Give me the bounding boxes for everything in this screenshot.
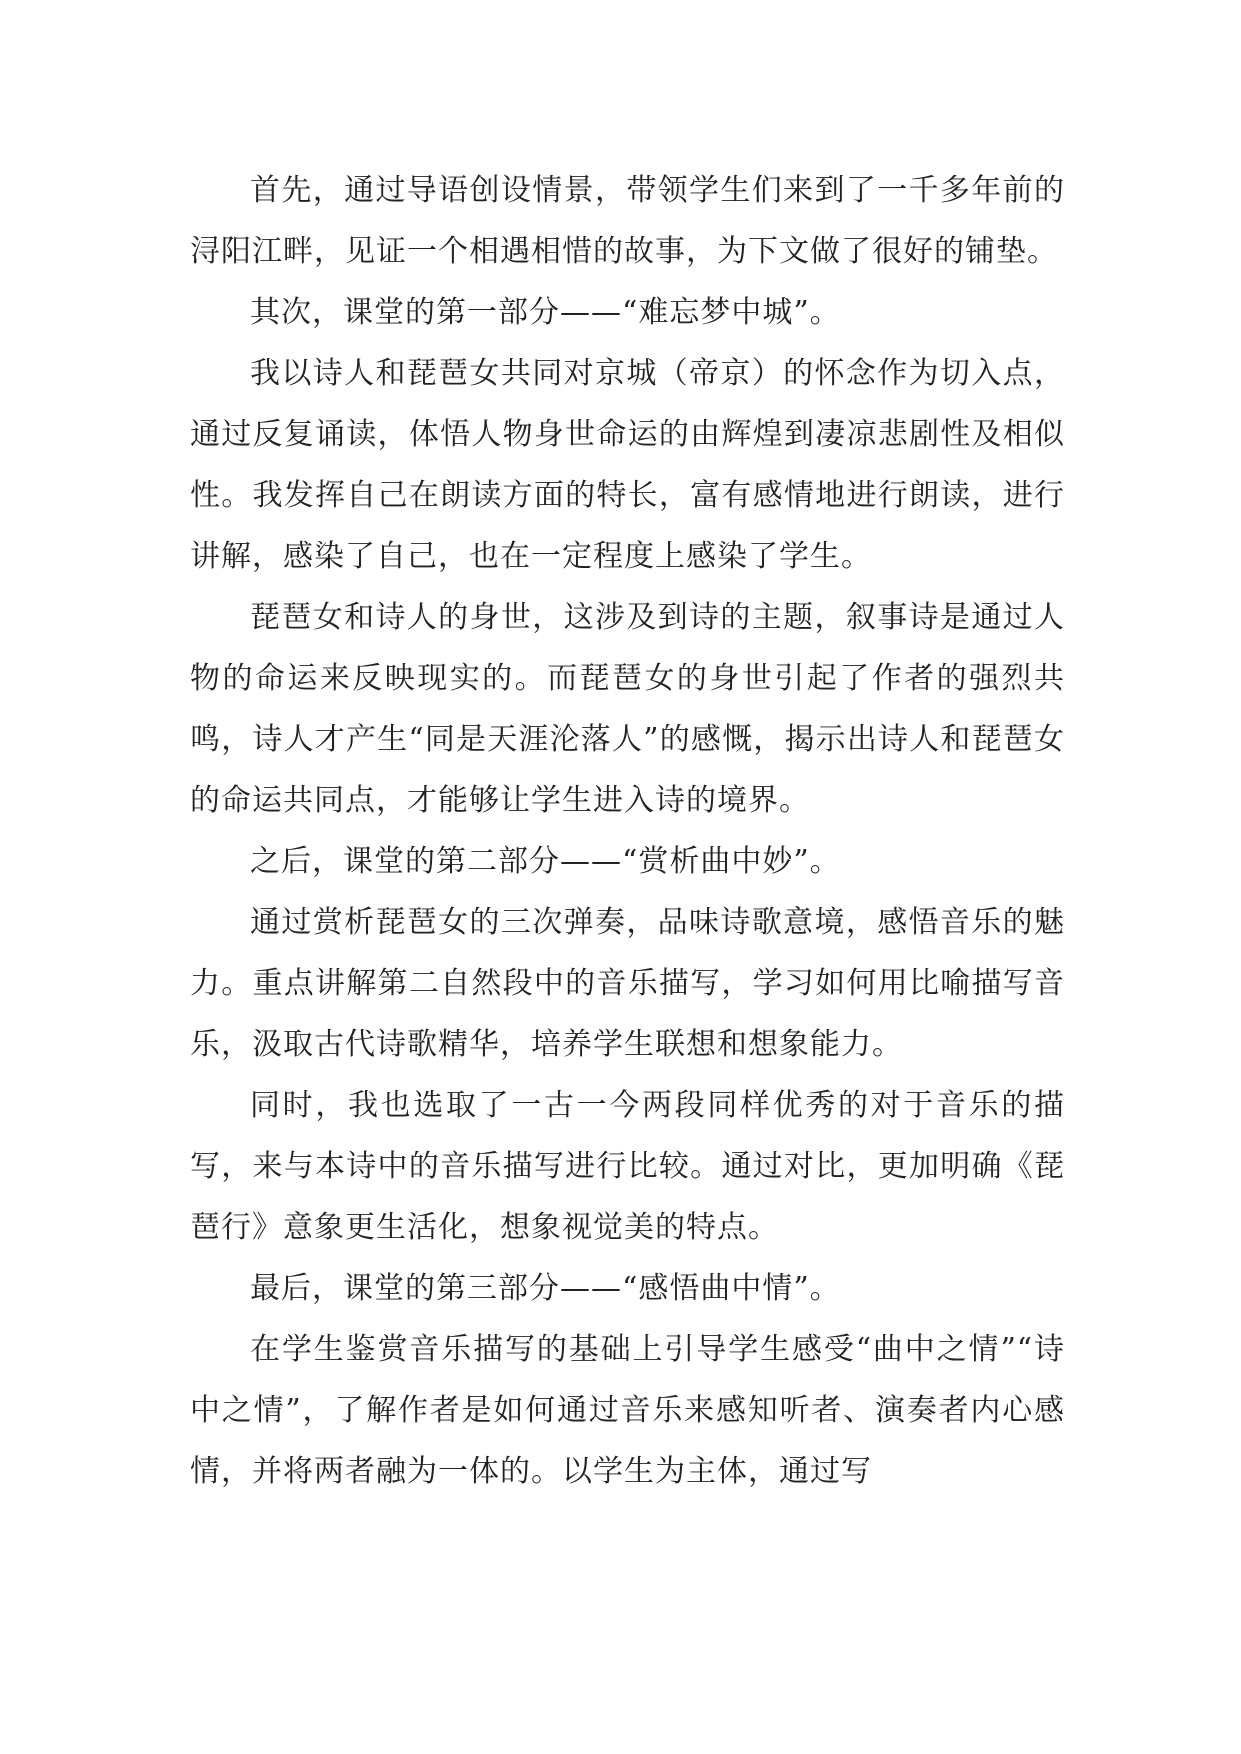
paragraph-intro: 首先，通过导语创设情景，带领学生们来到了一千多年前的浔阳江畔，见证一个相遇相惜的故事，为下文做了很好的铺垫。	[190, 173, 1065, 269]
paragraph-part-three-heading: 最后，课堂的第三部分——“感悟曲中情”。	[250, 1271, 841, 1306]
paragraph-part-one-body: 我以诗人和琵琶女共同对京城（帝京）的怀念作为切入点，通过反复诵读，体悟人物身世命运的由辉煌到凄凉悲剧性及相似性。我发挥自己在朗读方面的特长，富有感情地进行朗读，进行讲解，感染了自己，也在一定程度上感染了学生。	[190, 356, 1065, 574]
paragraph-part-two-body: 通过赏析琵琶女的三次弹奏，品味诗歌意境，感悟音乐的魅力。重点讲解第二自然段中的音乐描写，学习如何用比喻描写音乐，汲取古代诗歌精华，培养学生联想和想象能力。	[190, 905, 1065, 1062]
paragraph-part-two-heading: 之后，课堂的第二部分——“赏析曲中妙”。	[250, 844, 841, 879]
paragraph-theme: 琵琶女和诗人的身世，这涉及到诗的主题，叙事诗是通过人物的命运来反映现实的。而琵琶女的身世引起了作者的强烈共鸣，诗人才产生“同是天涯沦落人”的感慨，揭示出诗人和琵琶女的命运共同点，才能够让学生进入诗的境界。	[190, 600, 1065, 818]
paragraph-part-one-heading: 其次，课堂的第一部分——“难忘梦中城”。	[250, 295, 841, 330]
paragraph-part-three-body: 在学生鉴赏音乐描写的基础上引导学生感受“曲中之情”“诗中之情”，了解作者是如何通过音乐来感知听者、演奏者内心感情，并将两者融为一体的。以学生为主体，通过写	[190, 1332, 1065, 1489]
document-body	[190, 160, 1065, 1502]
paragraph-comparison: 同时，我也选取了一古一今两段同样优秀的对于音乐的描写，来与本诗中的音乐描写进行比较。通过对比，更加明确《琵琶行》意象更生活化，想象视觉美的特点。	[190, 1088, 1065, 1245]
